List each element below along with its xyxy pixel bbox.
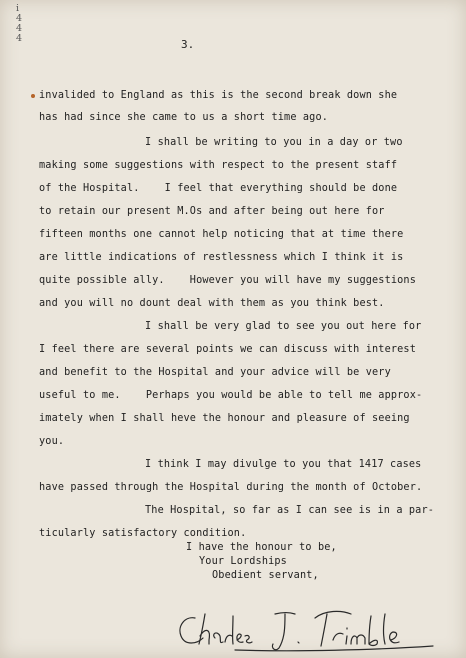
closing-line: I have the honour to be, bbox=[186, 542, 337, 553]
body-line: invalided to England as this is the second break down she bbox=[39, 90, 398, 101]
body-line: making some suggestions with respect to the present staff bbox=[39, 160, 398, 171]
body-line: ticularly satisfactory condition. bbox=[39, 528, 247, 539]
ink-dot-icon bbox=[31, 94, 35, 98]
corner-mark: 4 bbox=[16, 33, 23, 44]
closing-line: Obedient servant, bbox=[212, 570, 319, 581]
body-line: fifteen months one cannot help noticing that at time there bbox=[39, 229, 404, 240]
body-line: useful to me. Perhaps you would be able to tell me approx- bbox=[39, 390, 423, 401]
corner-mark: 4 bbox=[16, 13, 23, 24]
body-line: and benefit to the Hospital and your advice will be very bbox=[39, 367, 391, 378]
body-line: I shall be very glad to see you out here for bbox=[145, 321, 422, 332]
body-line: and you will no dount deal with them as you think best. bbox=[39, 298, 385, 309]
body-line: I feel there are several points we can discuss with interest bbox=[39, 344, 417, 355]
body-line: I shall be writing to you in a day or two bbox=[145, 137, 403, 148]
body-line: quite possible ally. However you will have my suggestions bbox=[39, 275, 417, 286]
body-line: to retain our present M.Os and after being out here for bbox=[39, 206, 385, 217]
corner-mark: i bbox=[16, 3, 20, 14]
closing-line: Your Lordships bbox=[199, 556, 287, 567]
handwritten-signature bbox=[175, 604, 445, 654]
body-line: The Hospital, so far as I can see is in a par- bbox=[145, 505, 435, 516]
body-line: have passed through the Hospital during the month of October. bbox=[39, 482, 423, 493]
body-line: I think I may divulge to you that 1417 cases bbox=[145, 459, 422, 470]
page-number: 3. bbox=[181, 38, 195, 51]
body-line: imately when I shall heve the honour and pleasure of seeing bbox=[39, 413, 410, 424]
body-line: you. bbox=[39, 436, 65, 447]
body-line: has had since she came to us a short time ago. bbox=[39, 112, 329, 123]
corner-mark: 4 bbox=[16, 23, 23, 34]
corner-marks bbox=[16, 4, 22, 44]
body-line: are little indications of restlessness which I think it is bbox=[39, 252, 404, 263]
body-line: of the Hospital. I feel that everything should be done bbox=[39, 183, 398, 194]
